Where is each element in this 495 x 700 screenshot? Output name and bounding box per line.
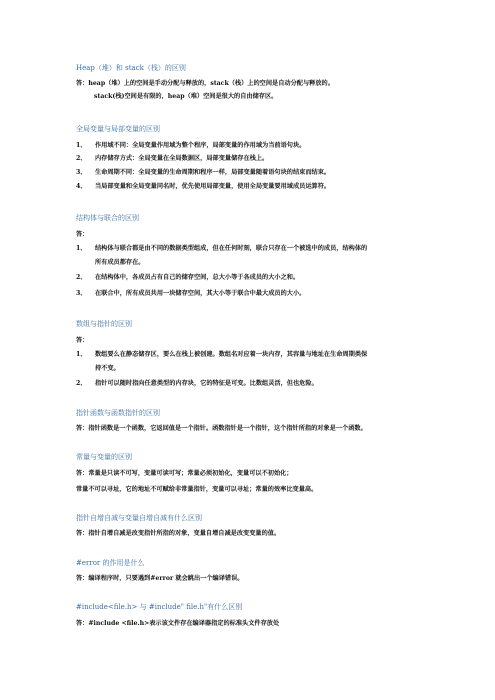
section-heading-const-var: 常量与变量的区别	[76, 453, 132, 461]
list-item-text: 在结构体中，各成员占有自己的储存空间，总大小等于各成员的大小之和。	[95, 274, 300, 281]
answer-line: 答：指针函数是一个函数，它返回值是一个指针。函数指针是一个指针，这个指针所指的对象是一个函数。	[76, 425, 367, 432]
answer-line: stack(栈)空间是有限的，heap（堆）空间是很大的自由储存区。	[94, 93, 278, 100]
list-number: 1、	[76, 351, 87, 358]
list-number: 4、	[76, 183, 87, 190]
list-item-text: 作用域不同：全局变量作用域为整个程序，局部变量的作用域为当前语句块。	[95, 142, 306, 149]
list-number: 2、	[76, 274, 87, 281]
list-number: 3、	[76, 290, 87, 297]
list-item-text: 指针可以随时指向任意类型的内存块，它的特征是可变。比数组灵活，但也危险。	[95, 380, 318, 387]
list-item-text: 数组要么在静态储存区，要么在栈上被创建。数组名对应着一块内存，其容量与地址在生命周期类保	[95, 351, 368, 358]
list-item-continuation: 所有成员都存在。	[95, 259, 145, 266]
answer-line: 答：指针自增自减是改变指针所指的对象，变量自增自减是改变变量的值。	[76, 530, 281, 537]
list-item-text: 生命周期不同：全局变量的生命周期和程序一样，局部变量随着语句块的结束而结束。	[95, 169, 331, 176]
list-item-text: 内存储存方式：全局变量在全局数据区，局部变量储存在栈上。	[95, 155, 269, 162]
list-item-text: 当局部变量和全局变量同名时，优先使用局部变量，使用全局变量要用域成员运算符。	[95, 183, 331, 190]
answer-line: 常量不可以寻址，它的地址不可赋给非常量指针，变量可以寻址；常量的效率比变量高。	[76, 486, 318, 493]
list-number: 1、	[76, 245, 87, 252]
section-heading-global-local: 全局变量与局部变量的区别	[76, 125, 160, 133]
answer-line: 答：编译程序时，只要遇到#error 就会跳出一个编译错误。	[76, 575, 244, 582]
list-item-text: 在联合中，所有成员共用一块储存空间，其大小等于联合中最大成员的大小。	[95, 290, 306, 297]
list-number: 2、	[76, 155, 87, 162]
section-heading-heap-stack: Heap（堆）和 stack（栈）的区别	[76, 64, 186, 72]
answer-label: 答：	[76, 337, 89, 344]
section-heading-array-pointer: 数组与指针的区别	[76, 320, 132, 328]
section-heading-include: #include<file.h> 与 #include" file.h"有什么区别	[76, 603, 243, 611]
list-number: 1、	[76, 142, 87, 149]
list-number: 3、	[76, 169, 87, 176]
answer-label: 答：	[76, 231, 89, 238]
answer-line: 答：#include <file.h>表示该文件存在编译器指定的标准头文件存放处	[76, 620, 280, 627]
list-item-text: 结构体与联合都是由不同的数据类型组成，但在任何时刻，联合只存在一个被选中的成员，结构体的	[95, 245, 368, 252]
section-heading-struct-union: 结构体与联合的区别	[76, 214, 139, 222]
section-heading-pointer-function: 指针函数与函数指针的区别	[76, 409, 160, 417]
section-heading-error: #error 的作用是什么	[76, 559, 145, 567]
list-item-continuation: 持不变。	[95, 365, 120, 372]
answer-line: 答：heap（堆）上的空间是手动分配与释放的，stack（栈）上的空间是自动分配与释放的。	[76, 80, 334, 87]
section-heading-increment: 指针自增自减与变量自增自减有什么区别	[76, 514, 202, 522]
list-number: 2、	[76, 380, 87, 387]
answer-line: 答：常量是只读不可写，变量可读可写；常量必须初始化，变量可以不初始化；	[76, 470, 293, 477]
